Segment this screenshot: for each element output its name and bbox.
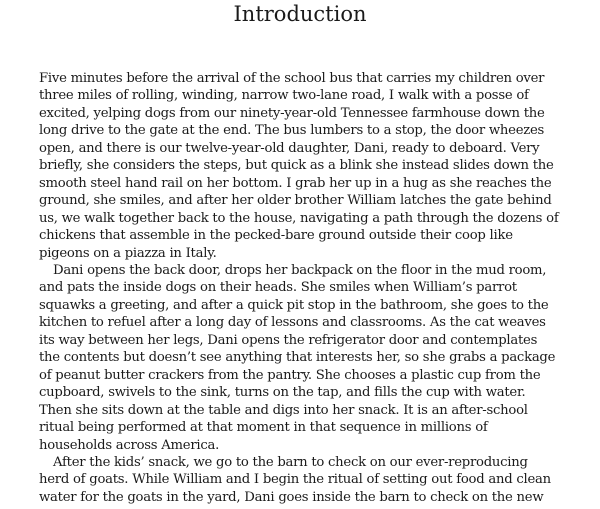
chapter-title: Introduction	[233, 2, 367, 26]
text-line: kitchen to refuel after a long day of lessons and classrooms. As the cat weaves	[39, 315, 546, 331]
text-line: of peanut butter crackers from the pantry. She chooses a plastic cup from the	[39, 367, 541, 383]
text-line: pigeons on a piazza in Italy.	[39, 245, 217, 261]
text-line: squawks a greeting, and after a quick pit stop in the bathroom, she goes to the	[39, 297, 549, 313]
text-line: excited, yelping dogs from our ninety-year-old Tennessee farmhouse down the	[39, 105, 545, 121]
text-line: briefly, she considers the steps, but quick as a blink she instead slides down the	[39, 158, 554, 174]
paragraph	[39, 262, 579, 454]
paragraph	[39, 454, 579, 506]
text-line: open, and there is our twelve-year-old daughter, Dani, ready to deboard. Very	[39, 140, 540, 156]
text-line: herd of goats. While William and I begin the ritual of setting out food and clean	[39, 472, 551, 488]
paragraph	[39, 70, 579, 262]
text-line: Five minutes before the arrival of the school bus that carries my children over	[39, 71, 545, 86]
text-line: water for the goats in the yard, Dani goes inside the barn to check on the new	[39, 489, 544, 505]
text-line: Then she sits down at the table and digs into her snack. It is an after-school	[39, 402, 528, 418]
text-line: long drive to the gate at the end. The bus lumbers to a stop, the door wheezes	[39, 123, 545, 139]
text-line: ground, she smiles, and after her older brother William latches the gate behind	[39, 193, 552, 209]
text-line: ritual being performed at that moment in that sequence in millions of	[39, 420, 488, 436]
text-line: and pats the inside dogs on their heads. She smiles when William’s parrot	[39, 280, 517, 296]
text-line: the contents but doesn’t see anything that interests her, so she grabs a package	[39, 350, 556, 366]
text-line: Dani opens the back door, drops her backpack on the floor in the mud room,	[53, 262, 547, 278]
text-line: its way between her legs, Dani opens the refrigerator door and contemplates	[39, 332, 538, 348]
text-line: three miles of rolling, winding, narrow two-lane road, I walk with a posse of	[39, 88, 529, 104]
text-line: cupboard, swivels to the sink, turns on the tap, and fills the cup with water.	[39, 385, 526, 401]
text-line: smooth steel hand rail on her bottom. I grab her up in a hug as she reaches the	[39, 175, 552, 191]
body-text	[39, 70, 579, 506]
text-line: households across America.	[39, 437, 220, 453]
text-line: us, we walk together back to the house, navigating a path through the dozens of	[39, 210, 559, 226]
text-line: After the kids’ snack, we go to the barn to check on our ever-reproducing	[53, 454, 528, 470]
text-line: chickens that assemble in the pecked-bare ground outside their coop like	[39, 228, 513, 244]
